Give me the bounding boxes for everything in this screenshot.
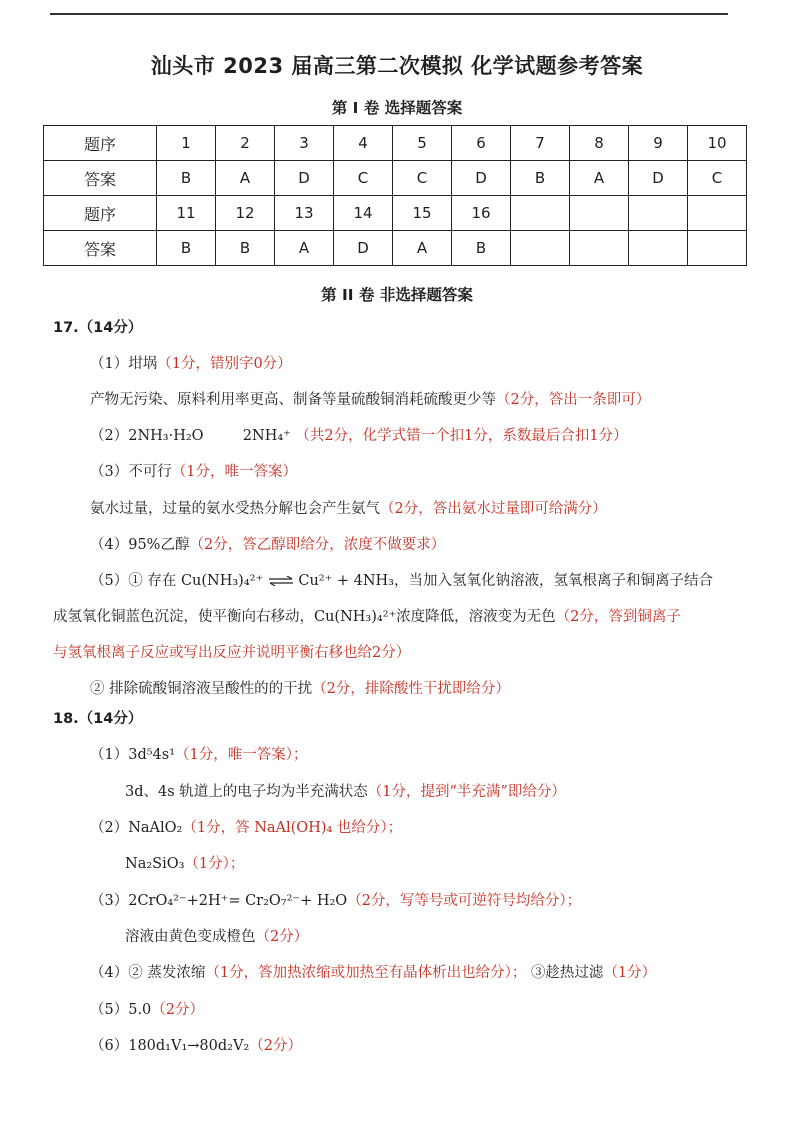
scoring-note: （2分）	[249, 1038, 302, 1054]
q18-part3-b	[125, 927, 308, 947]
answer-text: （2）NaAlO₂	[90, 820, 183, 836]
cell: 13	[275, 196, 334, 231]
cell: 9	[629, 126, 688, 161]
cell: 6	[452, 126, 511, 161]
cell	[629, 196, 688, 231]
cell	[570, 196, 629, 231]
cell: 2	[216, 126, 275, 161]
cell	[570, 231, 629, 266]
cell: 7	[511, 126, 570, 161]
cell: 16	[452, 196, 511, 231]
answer-text: ② 排除硫酸铜溶液呈酸性的的干扰	[90, 681, 313, 697]
q18-part1-b	[125, 782, 566, 802]
q17-part3	[90, 462, 297, 482]
answer-text: （5）5.0	[90, 1002, 152, 1018]
answer-text: 氨水过量，过量的氨水受热分解也会产生氨气	[90, 501, 380, 517]
scoring-note: （1分）	[603, 965, 657, 981]
answer-text: ③趁热过滤	[530, 965, 604, 981]
cell	[629, 231, 688, 266]
answer-text: （5）① 存在 Cu(NH₃)₄²⁺	[90, 573, 264, 589]
answer-text: （6）180d₁V₁→80d₂V₂	[90, 1038, 250, 1054]
q18-part4	[90, 963, 656, 983]
scoring-note: （1分，唯一答案）；	[175, 747, 308, 763]
label-num: 题序	[44, 196, 157, 231]
q17-part1	[90, 354, 292, 374]
scoring-note: （1分，提到“半充满”即给分）	[367, 784, 566, 800]
answer-table	[43, 125, 747, 266]
q17-part1-b	[90, 390, 650, 410]
cell: B	[511, 161, 570, 196]
answer-text: 产物无污染、原料利用率更高、制备等量硫酸铜消耗硫酸更少等	[90, 392, 496, 408]
scoring-note: （1分，错别字0分）	[157, 356, 292, 372]
answer-text: （4）② 蒸发浓缩	[90, 965, 206, 981]
cell: D	[334, 231, 393, 266]
q17-part4	[90, 535, 445, 555]
answer-text: Cu²⁺ + 4NH₃，当加入氢氧化钠溶液，氢氧根离子和铜离子结合	[298, 573, 713, 589]
document-title: 汕头市 2023 届高三第二次模拟 化学试题参考答案	[150, 54, 644, 78]
scoring-note: （共2分，化学式错一个扣1分，系数最后合扣1分）	[295, 428, 628, 444]
label-ans: 答案	[44, 161, 157, 196]
cell: 11	[157, 196, 216, 231]
reversible-arrow-icon	[268, 576, 294, 586]
cell: 14	[334, 196, 393, 231]
cell: 5	[393, 126, 452, 161]
table-row-num2	[44, 196, 747, 231]
cell: D	[629, 161, 688, 196]
cell: A	[393, 231, 452, 266]
q17-part3-b	[90, 499, 607, 519]
cell	[688, 196, 747, 231]
answer-text: 成氢氧化铜蓝色沉淀，使平衡向右移动，Cu(NH₃)₄²⁺浓度降低，溶液变为无色	[53, 609, 556, 625]
cell: B	[452, 231, 511, 266]
scoring-note: （2分）	[255, 929, 309, 945]
scoring-note: （2分，答出氨水过量即可给满分）	[380, 501, 607, 517]
scoring-note: （1分）；	[184, 856, 245, 872]
cell: B	[157, 161, 216, 196]
answer-text: （4）95%乙醇	[90, 537, 190, 553]
q17-part2	[90, 426, 628, 446]
scoring-note: （2分）	[151, 1002, 205, 1018]
cell: 15	[393, 196, 452, 231]
cell: D	[452, 161, 511, 196]
label-num: 题序	[44, 126, 157, 161]
q18-part3	[90, 891, 581, 911]
q17-part5-line1	[90, 571, 713, 591]
scoring-note: （2分，写等号或可逆符号均给分）；	[347, 893, 582, 909]
cell: C	[334, 161, 393, 196]
scoring-note: （1分，答 NaAl(OH)₄ 也给分）；	[182, 820, 403, 836]
answer-text: 3d、4s 轨道上的电子均为半充满状态	[125, 784, 368, 800]
scoring-note: （2分，答出一条即可）	[496, 392, 651, 408]
cell: A	[216, 161, 275, 196]
answer-text: （1）坩埚	[90, 356, 158, 372]
answer-text: （3）不可行	[90, 464, 172, 480]
cell: D	[275, 161, 334, 196]
answer-text: Na₂SiO₃	[125, 856, 185, 872]
cell: 4	[334, 126, 393, 161]
cell	[511, 196, 570, 231]
answer-text: 溶液由黄色变成橙色	[125, 929, 256, 945]
cell: 3	[275, 126, 334, 161]
cell: 8	[570, 126, 629, 161]
header-rule	[50, 13, 728, 15]
q17-heading: 17.（14分）	[53, 320, 143, 336]
scoring-note: （2分，排除酸性干扰即给分）	[312, 681, 510, 697]
answer-text: （1）3d⁵4s¹	[90, 747, 176, 763]
scoring-note: （1分，唯一答案）	[171, 464, 297, 480]
section2-title: 第 II 卷 非选择题答案	[321, 286, 473, 304]
answer-text: （3）2CrO₄²⁻+2H⁺= Cr₂O₇²⁻+ H₂O	[90, 893, 348, 909]
scoring-note: （2分，答到铜离子	[555, 609, 681, 625]
label-ans: 答案	[44, 231, 157, 266]
scoring-note: （1分，答加热浓缩或加热至有晶体析出也给分）；	[205, 965, 527, 981]
q18-part6	[90, 1036, 302, 1056]
cell: A	[275, 231, 334, 266]
cell	[688, 231, 747, 266]
cell: 12	[216, 196, 275, 231]
q18-heading: 18.（14分）	[53, 711, 143, 727]
section1-title: 第 I 卷 选择题答案	[331, 99, 463, 117]
q18-part1	[90, 745, 308, 765]
table-row-ans2	[44, 231, 747, 266]
table-row-num1	[44, 126, 747, 161]
q17-part5-line4	[90, 679, 510, 699]
q17-part5-line2	[53, 607, 681, 627]
cell: 1	[157, 126, 216, 161]
answer-text: （2）2NH₃·H₂O	[90, 428, 204, 444]
answer-text: 2NH₄⁺	[242, 428, 291, 444]
scoring-note: （2分，答乙醇即给分，浓度不做要求）	[189, 537, 446, 553]
cell: C	[688, 161, 747, 196]
q18-part5	[90, 1000, 204, 1020]
cell: B	[157, 231, 216, 266]
cell: B	[216, 231, 275, 266]
table-row-ans1	[44, 161, 747, 196]
cell: C	[393, 161, 452, 196]
q18-part2	[90, 818, 402, 838]
cell: A	[570, 161, 629, 196]
q18-part2-b	[125, 854, 244, 874]
cell	[511, 231, 570, 266]
cell: 10	[688, 126, 747, 161]
q17-part5-line3: 与氢氧根离子反应或写出反应并说明平衡右移也给2分）	[53, 645, 411, 661]
